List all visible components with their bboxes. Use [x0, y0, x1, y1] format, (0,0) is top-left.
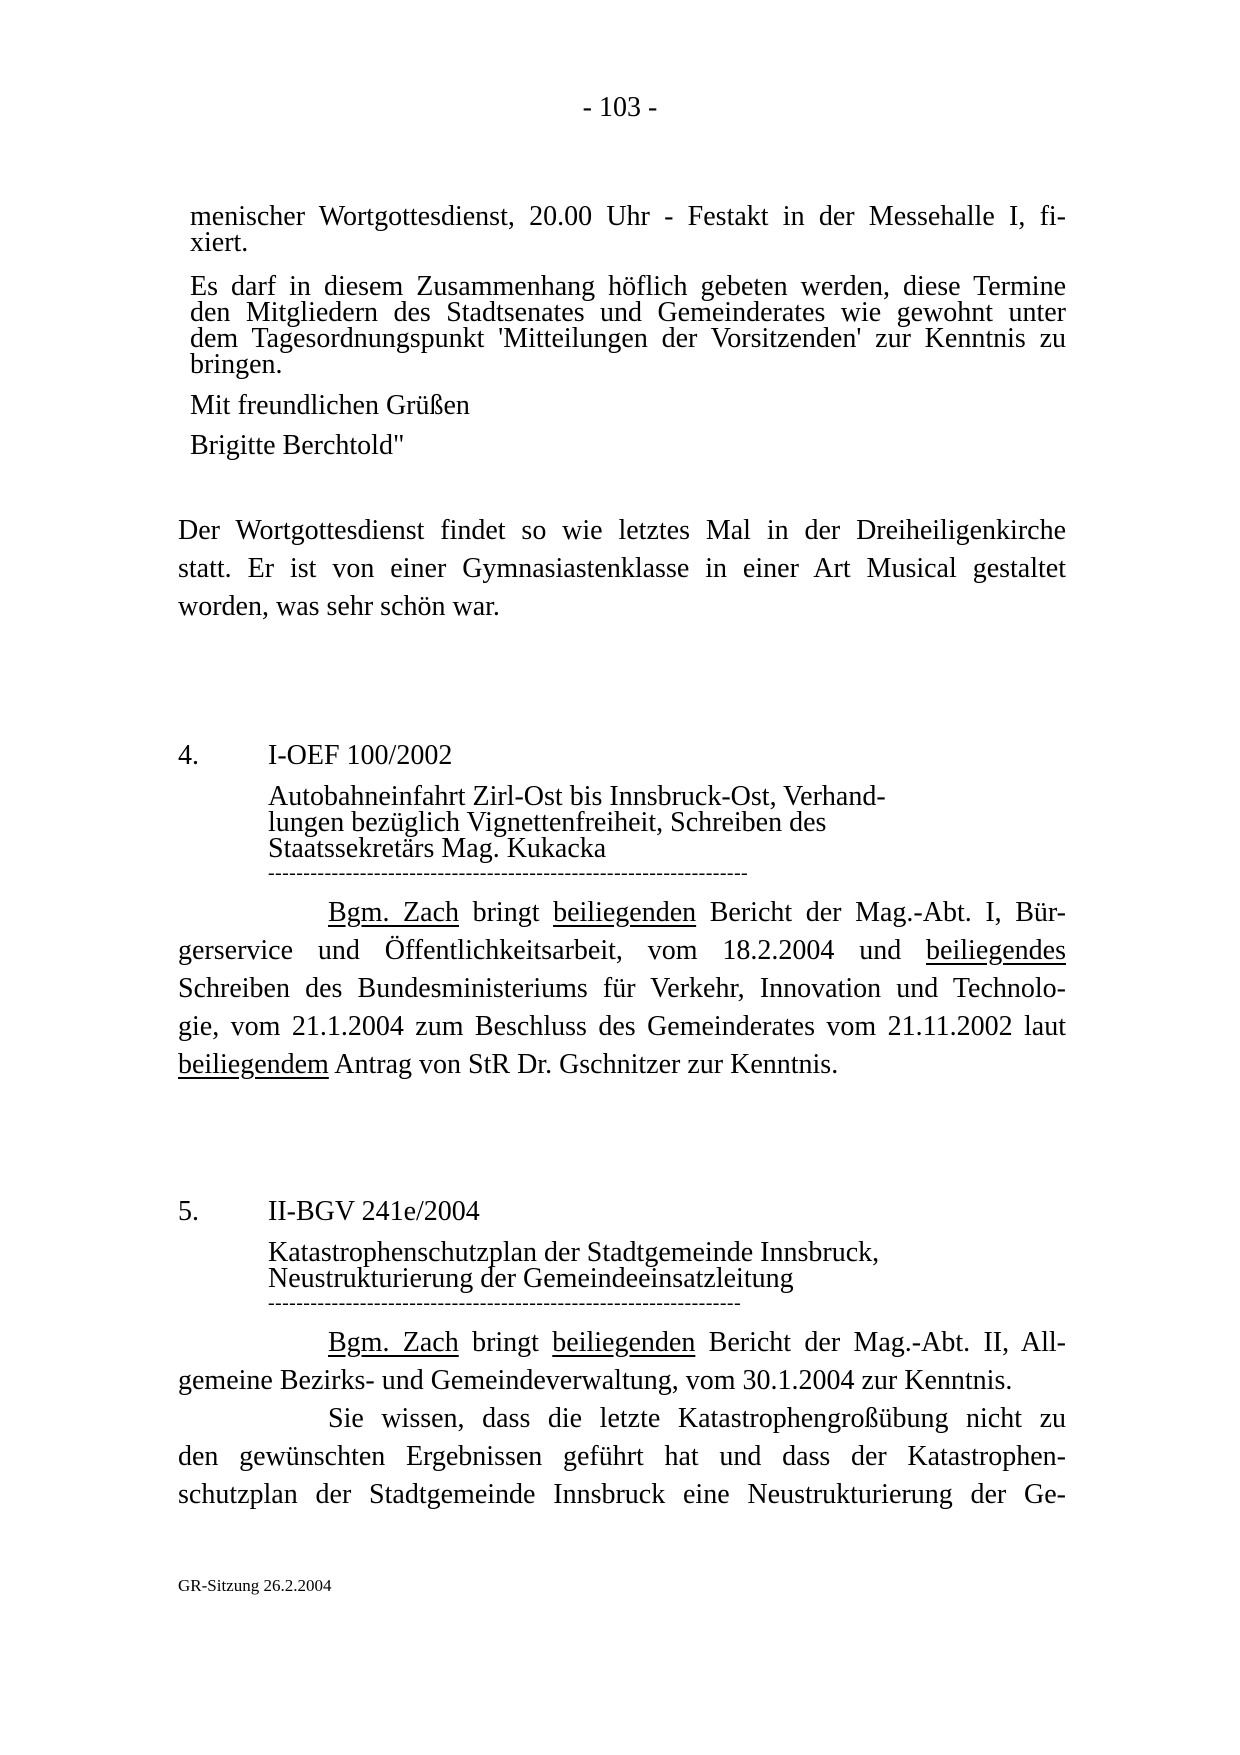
item4-reference: I-OEF 100/2002: [268, 740, 453, 771]
item4-enclosure-2: beiliegendes: [926, 935, 1066, 966]
item4-subject-line3: Staatssekretärs Mag. Kukacka: [268, 833, 607, 864]
item5-text-line4: den gewünschten Ergebnissen geführt hat und dass der Katastrophen-: [178, 1441, 1066, 1472]
item4-subject-line1: Autobahneinfahrt Zirl-Ost bis Innsbruck-Ost, Verhand-: [268, 781, 886, 812]
item5-mayor: Bgm. Zach: [328, 1327, 459, 1358]
item4-number: 4.: [178, 740, 199, 771]
item5-text: [178, 1324, 1066, 1514]
item5-text-line2: gemeine Bezirks- und Gemeindeverwaltung, vom 30.1.2004 zur Kenntnis.: [178, 1365, 1013, 1396]
quoted-letter: [190, 201, 1066, 258]
item5-subject: [268, 1237, 880, 1294]
quote-p2-line3: dem Tagesordnungspunkt 'Mitteilungen der Vorsitzenden' zur Kenntnis zu: [190, 323, 1066, 354]
item4-text-l5b: Antrag von StR Dr. Gschnitzer zur Kenntnis.: [328, 1049, 839, 1080]
item5-text-l1b: bringt: [458, 1327, 553, 1358]
item5-subject-line1: Katastrophenschutzplan der Stadtgemeinde Innsbruck,: [268, 1237, 880, 1268]
paragraph-wortgottesdienst: [178, 512, 1066, 626]
item4-subject: [268, 781, 886, 864]
item5-text-line3: [178, 1400, 1066, 1438]
item5-text-line5: schutzplan der Stadtgemeinde Innsbruck eine Neustrukturierung der Ge-: [178, 1479, 1066, 1510]
item5-number: 5.: [178, 1196, 199, 1227]
item4-text-l1b: bringt: [459, 897, 554, 928]
item4-text-l1d: Bericht der Mag.-Abt. I, Bür-: [696, 897, 1066, 928]
closing-greeting: Mit freundlichen Grüßen: [190, 390, 470, 421]
item5-enclosure: beiliegenden: [552, 1327, 696, 1358]
item4-text-line2: [178, 932, 1066, 970]
wort-line3: worden, was sehr schön war.: [178, 591, 500, 622]
item4-text-line1: [178, 894, 1066, 932]
wort-line2: statt. Er ist von einer Gymnasiastenklasse in einer Art Musical gestaltet: [178, 553, 1066, 584]
quote-paragraph-2: [190, 271, 1066, 380]
footer-session-date: GR-Sitzung 26.2.2004: [178, 1576, 332, 1595]
item4-text-line3: Schreiben des Bundesministeriums für Verkehr, Innovation und Technolo-: [178, 973, 1066, 1004]
item5-separator: -------------------------------------------------------------------: [268, 1292, 742, 1314]
item5-subject-line2: Neustrukturierung der Gemeindeeinsatzleitung: [268, 1263, 794, 1294]
quote-p2-line1: Es darf in diesem Zusammenhang höflich gebeten werden, diese Termine: [190, 271, 1066, 302]
item4-separator: --------------------------------------------------------------------: [268, 862, 749, 884]
signature-name: Brigitte Berchtold": [190, 430, 405, 461]
item5-text-line1: [178, 1324, 1066, 1362]
wort-line1: Der Wortgottesdienst findet so wie letztes Mal in der Dreiheiligenkirche: [178, 515, 1066, 546]
item5-reference: II-BGV 241e/2004: [268, 1196, 480, 1227]
item4-text-l2a: gerservice und Öffentlichkeitsarbeit, vom 18.2.2004 und: [178, 935, 927, 966]
quote-p2-line2: den Mitgliedern des Stadtsenates und Gemeinderates wie gewohnt unter: [190, 297, 1066, 328]
item4-mayor: Bgm. Zach: [328, 897, 460, 928]
item5-text-l1d: Bericht der Mag.-Abt. II, All-: [695, 1327, 1066, 1358]
quote-p2-line4: bringen.: [190, 349, 283, 380]
quote-p1-line1: menischer Wortgottesdienst, 20.00 Uhr - Festakt in der Messehalle I, fi-: [190, 201, 1066, 232]
page-number: - 103 -: [582, 92, 658, 123]
item4-text: [178, 894, 1066, 1084]
quote-paragraph-1-end: xiert.: [190, 227, 249, 258]
quote-paragraph-1: [190, 201, 1066, 232]
item4-subject-line2: lungen bezüglich Vignettenfreiheit, Schreiben des: [268, 807, 827, 838]
item4-text-line4: gie, vom 21.1.2004 zum Beschluss des Gemeinderates vom 21.11.2002 laut: [178, 1011, 1066, 1042]
item5-text-l3: Sie wissen, dass die letzte Katastrophengroßübung nicht zu: [328, 1403, 1066, 1434]
item4-enclosure-3: beiliegendem: [178, 1049, 329, 1080]
item4-enclosure-1: beiliegenden: [553, 897, 697, 928]
item4-text-line5: [178, 1046, 1066, 1084]
